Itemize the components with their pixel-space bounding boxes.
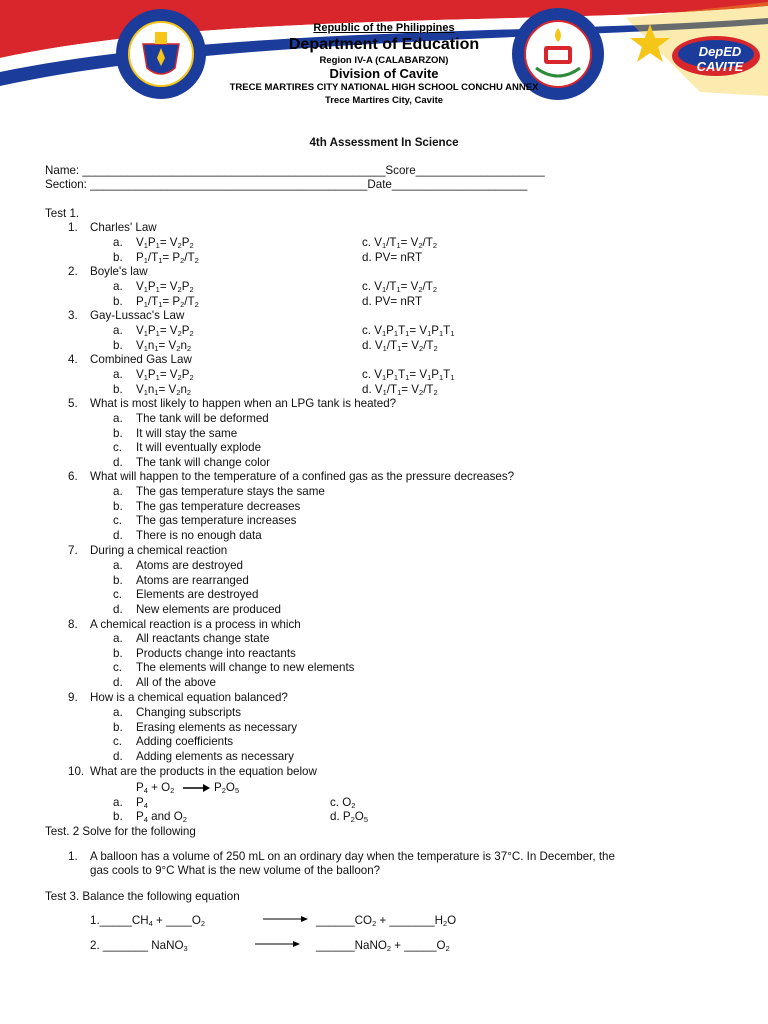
answer-choice-c: It will eventually explode: [136, 441, 262, 455]
choice-letter: b.: [113, 499, 123, 513]
answer-choice-a: $V_1P_1= V_2P_2$: [136, 324, 194, 338]
answer-choice-d: The tank will change color: [136, 455, 271, 469]
choice-letter: c.: [113, 441, 123, 455]
choice-letter: b.: [113, 426, 123, 440]
name-score-field[interactable]: Name: _______________________________________________Score____________________: [45, 164, 545, 177]
answer-choice-a: Atoms are destroyed: [136, 559, 243, 572]
question-number: 9.: [68, 691, 78, 704]
question-number: 3.: [68, 309, 78, 322]
answer-choice-c: c. $V_1P_1T_1= V_1P_1T_1$: [362, 368, 455, 382]
header-division: Division of Cavite: [329, 66, 439, 81]
question-text: What are the products in the equation below: [90, 765, 317, 778]
answer-choice-a: The tank will be deformed: [136, 412, 269, 425]
question-text: How is a chemical equation balanced?: [90, 691, 288, 704]
section-date-field[interactable]: Section: ___________________________________________Date_____________________: [45, 178, 528, 191]
choice-letter: a.: [113, 280, 123, 293]
choice-letter: b.: [113, 720, 123, 734]
choice-letter: b.: [113, 383, 123, 396]
answer-choice-b: $P_1/T_1= P_2/T_2$: [136, 251, 199, 265]
answer-choice-d: d. PV= nRT: [362, 295, 423, 308]
header-city: Trece Martires City, Cavite: [324, 95, 444, 106]
answer-choice-b: It will stay the same: [136, 426, 238, 440]
answer-choice-d: d. PV= nRT: [362, 251, 423, 264]
choice-letter: c.: [113, 661, 123, 675]
test3-eq1-right: $\_\_\_\_\_\_CO_2$ + $\_\_\_\_\_\_\_H_2O$: [316, 914, 457, 928]
question-text: Charles' Law: [90, 221, 157, 234]
header-region: Region IV-A (CALABARZON): [319, 55, 449, 66]
question-text: Boyle's law: [90, 265, 148, 278]
answer-choice-b: $V_1n_1= V_2n_2$: [136, 339, 192, 353]
choice-letter: a.: [113, 324, 123, 337]
answer-choice-d: New elements are produced: [136, 602, 282, 616]
answer-choice-c: The elements will change to new elements: [136, 661, 355, 675]
choice-letter: a.: [113, 796, 123, 809]
test1-heading: Test 1.: [45, 207, 80, 220]
choice-letter: a.: [113, 559, 123, 572]
choice-letter: a.: [113, 368, 123, 381]
answer-choice-c: Adding coefficients: [136, 735, 234, 749]
test2-heading: Test. 2 Solve for the following: [45, 825, 196, 838]
question-text: What is most likely to happen when an LPG tank is heated?: [90, 397, 397, 410]
question-number: 5.: [68, 397, 78, 410]
answer-choice-c: The gas temperature increases: [136, 514, 297, 528]
answer-choice-b: Erasing elements as necessary: [136, 720, 298, 734]
answer-choice-a: All reactants change state: [136, 632, 270, 645]
question-number: 8.: [68, 618, 78, 631]
choice-letter: c.: [113, 588, 123, 602]
q10-equation-right: $P_2O_5$: [214, 781, 240, 795]
question-text: Combined Gas Law: [90, 353, 192, 366]
choice-letter: a.: [113, 632, 123, 645]
answer-choice-c: c. $V_1/T_1= V_2/T_2$: [362, 236, 438, 250]
header-republic: Republic of the Philippines: [313, 22, 455, 34]
test2-q1-line2: gas cools to 9°C What is the new volume of the balloon?: [90, 864, 381, 877]
answer-choice-d: Adding elements as necessary: [136, 749, 294, 763]
question-number: 10.: [68, 765, 85, 778]
choice-letter: c.: [113, 735, 123, 749]
test2-q1-line1: A balloon has a volume of 250 mL on an ordinary day when the temperature is 37°C. In December, the: [90, 850, 615, 863]
answer-choice-b: $P_4$ and $O_2$: [136, 810, 187, 824]
answer-choice-c: c. $V_1P_1T_1= V_1P_1T_1$: [362, 324, 455, 338]
choice-letter: b.: [113, 339, 123, 352]
question-number: 1.: [68, 221, 78, 234]
answer-choice-a: $V_1P_1= V_2P_2$: [136, 280, 194, 294]
answer-choice-b: The gas temperature decreases: [136, 499, 301, 513]
answer-choice-b: Products change into reactants: [136, 646, 296, 660]
answer-choice-d: All of the above: [136, 675, 216, 689]
answer-choice-c: Elements are destroyed: [136, 588, 259, 602]
deped-cavite-logo-text: DepED CAVITE: [696, 44, 744, 74]
reaction-arrow-icon: [181, 781, 211, 795]
question-text: What will happen to the temperature of a confined gas as the pressure decreases?: [90, 470, 515, 483]
choice-letter: a.: [113, 412, 123, 425]
reaction-arrow-icon: [261, 912, 311, 926]
letterhead: [0, 0, 768, 118]
choice-letter: a.: [113, 706, 123, 719]
answer-choice-a: Changing subscripts: [136, 706, 242, 719]
answer-choice-b: $P_1/T_1= P_2/T_2$: [136, 295, 199, 309]
reaction-arrow-icon: [253, 937, 303, 951]
question-text: Gay-Lussac's Law: [90, 309, 185, 322]
answer-choice-a: $V_1P_1= V_2P_2$: [136, 236, 194, 250]
choice-letter: b.: [113, 251, 123, 264]
choice-letter: b.: [113, 810, 123, 823]
answer-choice-d: d. $P_2O_5$: [330, 810, 368, 824]
test3-eq2-right: ______NaNO$_2$ + $\_\_\_\_\_O_2$: [316, 939, 450, 953]
choice-letter: a.: [113, 236, 123, 249]
question-number: 2.: [68, 265, 78, 278]
choice-letter: d.: [113, 749, 123, 763]
answer-choice-a: The gas temperature stays the same: [136, 485, 325, 498]
test3-heading: Test 3. Balance the following equation: [45, 890, 240, 903]
header-department: Department of Education: [288, 36, 480, 53]
answer-choice-a: $V_1P_1= V_2P_2$: [136, 368, 194, 382]
choice-letter: b.: [113, 646, 123, 660]
choice-letter: d.: [113, 675, 123, 689]
answer-choice-d: d. $V_1/T_1= V_2/T_2$: [362, 383, 438, 397]
test2-q1-number: 1.: [68, 850, 78, 863]
test3-eq1-left: $1.\_\_\_\_\_CH_4$ + $\_\_\_\_O_2$: [90, 914, 206, 928]
choice-letter: b.: [113, 295, 123, 308]
page-title: 4th Assessment In Science: [309, 136, 459, 149]
choice-letter: b.: [113, 573, 123, 587]
answer-choice-b: $V_1n_1= V_2n_2$: [136, 383, 192, 397]
choice-letter: d.: [113, 455, 123, 469]
answer-choice-d: d. $V_1/T_1= V_2/T_2$: [362, 339, 438, 353]
choice-letter: a.: [113, 485, 123, 498]
choice-letter: c.: [113, 514, 123, 528]
answer-choice-b: Atoms are rearranged: [136, 573, 249, 587]
answer-choice-d: There is no enough data: [136, 528, 262, 542]
question-number: 4.: [68, 353, 78, 366]
test3-eq2-left: 2. _______ NaNO$_3$: [90, 939, 188, 953]
question-text: A chemical reaction is a process in which: [90, 618, 301, 631]
question-number: 6.: [68, 470, 78, 483]
answer-choice-c: c. $O_2$: [330, 796, 356, 810]
answer-choice-c: c. $V_1/T_1= V_2/T_2$: [362, 280, 438, 294]
q10-equation-left: $P_4 + O_2$: [136, 781, 175, 795]
choice-letter: d.: [113, 602, 123, 616]
choice-letter: d.: [113, 528, 123, 542]
answer-choice-a: $P_4$: [136, 796, 148, 810]
question-number: 7.: [68, 544, 78, 557]
question-text: During a chemical reaction: [90, 544, 228, 557]
header-school: TRECE MARTIRES CITY NATIONAL HIGH SCHOOL CONCHU ANNEX: [229, 82, 539, 93]
